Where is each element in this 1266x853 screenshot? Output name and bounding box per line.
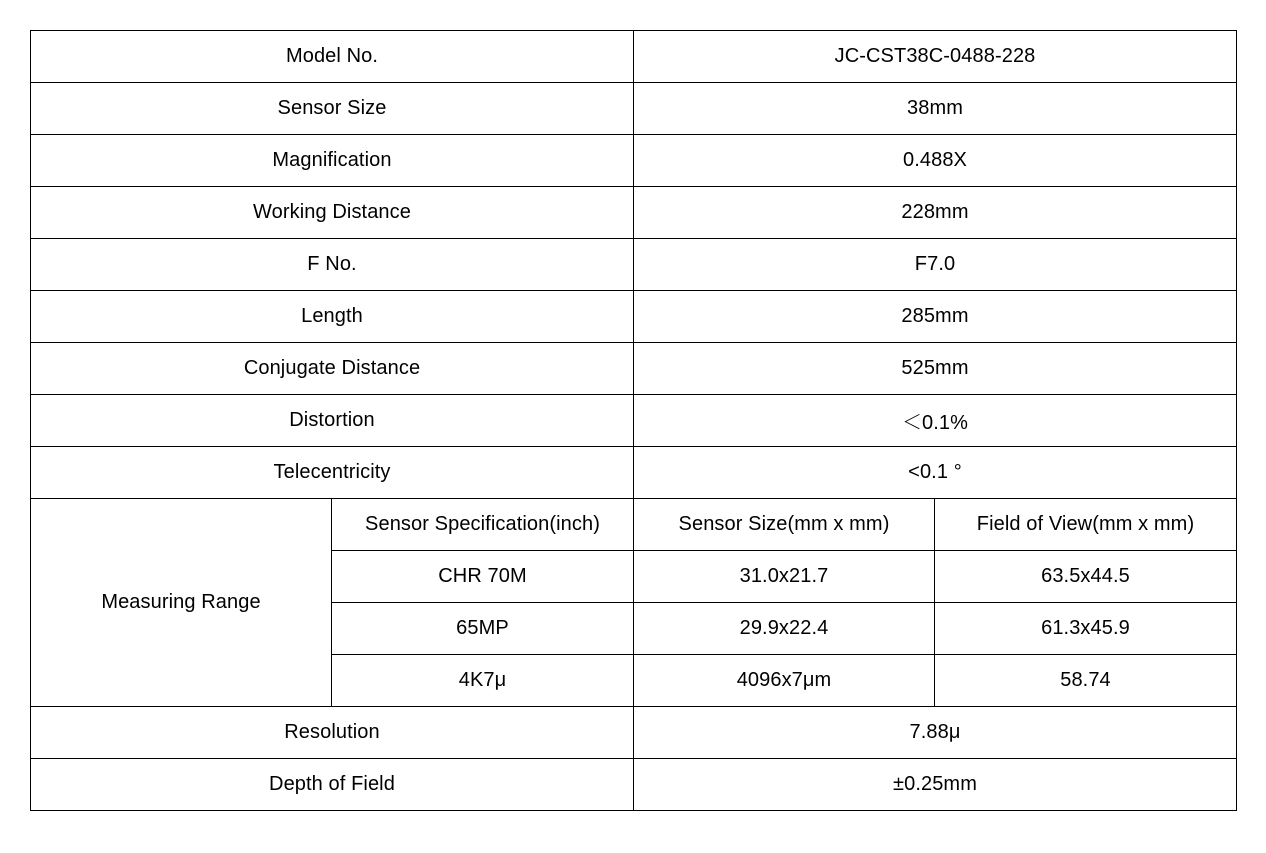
row-value: ＜0.1% — [634, 395, 1237, 447]
row-label: Telecentricity — [31, 447, 634, 499]
field-of-view-cell: 61.3x45.9 — [935, 603, 1237, 655]
measuring-range-label: Measuring Range — [31, 499, 332, 707]
sensor-spec-cell: 65MP — [332, 603, 634, 655]
table-row-length — [31, 291, 1237, 343]
table-row-f-no — [31, 239, 1237, 291]
column-header-field-of-view: Field of View(mm x mm) — [935, 499, 1237, 551]
row-label: Length — [31, 291, 634, 343]
table-row-telecentricity — [31, 447, 1237, 499]
field-of-view-cell: 58.74 — [935, 655, 1237, 707]
row-label: Distortion — [31, 395, 634, 447]
row-value: <0.1 ° — [634, 447, 1237, 499]
sensor-spec-cell: 4K7μ — [332, 655, 634, 707]
table-row-working-distance — [31, 187, 1237, 239]
row-value: 525mm — [634, 343, 1237, 395]
sensor-size-cell: 31.0x21.7 — [634, 551, 935, 603]
row-value: 285mm — [634, 291, 1237, 343]
table-row-sensor-size — [31, 83, 1237, 135]
table-row-resolution — [31, 707, 1237, 759]
row-label: Depth of Field — [31, 759, 634, 811]
table-row-depth-of-field — [31, 759, 1237, 811]
row-label: Working Distance — [31, 187, 634, 239]
table-row-measuring-header — [31, 499, 1237, 551]
sensor-size-cell: 4096x7μm — [634, 655, 935, 707]
spec-table — [30, 30, 1237, 811]
row-value: F7.0 — [634, 239, 1237, 291]
row-label: Conjugate Distance — [31, 343, 634, 395]
column-header-sensor-size: Sensor Size(mm x mm) — [634, 499, 935, 551]
row-value: JC-CST38C-0488-228 — [634, 31, 1237, 83]
row-value: 0.488X — [634, 135, 1237, 187]
table-row-model — [31, 31, 1237, 83]
table-row-magnification — [31, 135, 1237, 187]
row-value: 38mm — [634, 83, 1237, 135]
row-label: F No. — [31, 239, 634, 291]
table-row-distortion — [31, 395, 1237, 447]
row-label: Model No. — [31, 31, 634, 83]
row-label: Sensor Size — [31, 83, 634, 135]
column-header-sensor-spec: Sensor Specification(inch) — [332, 499, 634, 551]
sensor-size-cell: 29.9x22.4 — [634, 603, 935, 655]
row-value: ±0.25mm — [634, 759, 1237, 811]
sensor-spec-cell: CHR 70M — [332, 551, 634, 603]
table-row-conjugate-distance — [31, 343, 1237, 395]
field-of-view-cell: 63.5x44.5 — [935, 551, 1237, 603]
row-label: Magnification — [31, 135, 634, 187]
row-value: 228mm — [634, 187, 1237, 239]
row-value: 7.88μ — [634, 707, 1237, 759]
row-label: Resolution — [31, 707, 634, 759]
